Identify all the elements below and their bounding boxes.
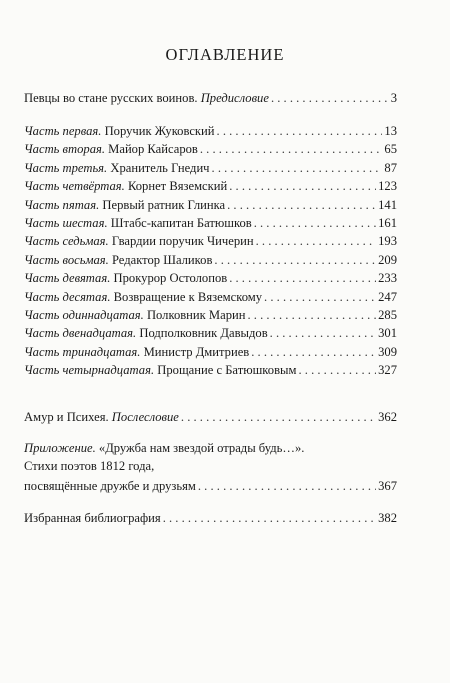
part-number: Часть одиннадцатая. <box>24 308 144 322</box>
toc-page-number: 309 <box>378 344 397 359</box>
part-title: Возвращение к Вяземскому <box>113 289 263 304</box>
toc-entry-part[interactable] <box>24 121 397 141</box>
toc-entry-part[interactable] <box>24 158 397 178</box>
toc-page-number: 193 <box>378 234 397 249</box>
part-number: Часть десятая. <box>24 289 111 304</box>
toc-entry-label <box>24 287 262 307</box>
toc-entry-label <box>24 195 225 215</box>
toc-entry-appendix[interactable] <box>24 476 397 496</box>
toc-page-number: 233 <box>378 271 397 286</box>
dot-leader <box>248 305 377 325</box>
part-title: Прокурор Остолопов <box>113 271 228 286</box>
dot-leader <box>214 250 376 270</box>
part-number: Часть девятая. <box>24 271 111 286</box>
dot-leader <box>163 508 376 528</box>
toc-page-number: 209 <box>378 252 397 267</box>
dot-leader <box>198 476 376 496</box>
toc-page-number: 327 <box>378 363 397 378</box>
toc-entry-label <box>24 231 254 251</box>
dot-leader <box>254 213 376 233</box>
part-title: Первый ратник Глинка <box>102 197 226 212</box>
part-number: Часть четвёртая. <box>24 179 125 194</box>
toc-entry-label <box>24 121 215 141</box>
toc-entry-part[interactable] <box>24 250 397 270</box>
toc-entry-bibliography[interactable] <box>24 508 397 528</box>
dot-leader <box>251 342 376 362</box>
toc-entry-label <box>24 139 198 159</box>
toc-entry-part[interactable] <box>24 231 397 251</box>
toc-page-number: 285 <box>378 308 397 322</box>
part-number: Часть седьмая. <box>24 234 109 249</box>
toc-page-number: 362 <box>378 410 397 424</box>
part-title: Полковник Марин <box>146 308 246 322</box>
part-title: Редактор Шаликов <box>111 252 213 267</box>
toc-entry-part[interactable] <box>24 305 397 325</box>
toc-entry-label <box>24 305 246 325</box>
part-title: Штабс-капитан Батюшков <box>110 216 252 230</box>
toc-page-number: 161 <box>378 216 397 230</box>
toc-entry-part[interactable] <box>24 139 397 159</box>
part-number: Часть двенадцатая. <box>24 326 137 341</box>
toc-entry-label: посвящённые дружбе и друзьям <box>24 479 196 493</box>
toc-entry-part[interactable] <box>24 195 397 215</box>
part-number: Часть первая. <box>24 124 102 138</box>
toc-entry-part[interactable] <box>24 360 397 380</box>
toc-page-number: 301 <box>378 326 397 341</box>
toc-entry-label <box>24 250 212 270</box>
part-title: Майор Кайсаров <box>108 142 198 157</box>
toc-page-number: 247 <box>378 289 397 304</box>
toc-entry-label: Амур и Психея. Послесловие <box>24 410 179 424</box>
toc-page-number: 87 <box>384 160 397 175</box>
toc-appendix-line2[interactable]: Стихи поэтов 1812 года, <box>24 459 155 473</box>
part-title: Корнет Вяземский <box>127 179 228 194</box>
dot-leader <box>217 121 383 141</box>
part-title: Гвардии поручик Чичерин <box>111 234 254 249</box>
dot-leader <box>181 407 376 427</box>
toc-page-number: 141 <box>378 197 397 212</box>
toc-entry-part[interactable] <box>24 287 397 307</box>
part-number: Часть четырнадцатая. <box>24 363 155 378</box>
toc-page-number: 367 <box>378 479 397 493</box>
part-number: Часть третья. <box>24 160 108 175</box>
toc-page-number: 65 <box>384 142 397 157</box>
toc-entry-part[interactable] <box>24 342 397 362</box>
toc-entry-label: Певцы во стане русских воинов. Предисловие <box>24 91 269 105</box>
dot-leader <box>229 176 376 196</box>
part-number: Часть восьмая. <box>24 252 109 267</box>
toc-entry-label <box>24 176 227 196</box>
dot-leader <box>200 139 383 159</box>
toc-page-number: 123 <box>378 179 397 194</box>
toc-page-number: 382 <box>378 511 397 525</box>
toc-entry-label <box>24 268 227 288</box>
toc-entry-part[interactable] <box>24 213 397 233</box>
dot-leader <box>298 360 376 380</box>
part-title: Прощание с Батюшковым <box>157 363 297 378</box>
dot-leader <box>264 287 376 307</box>
toc-entry-label <box>24 323 268 343</box>
part-title: Министр Дмитриев <box>143 344 250 359</box>
toc-page-number: 3 <box>390 91 397 105</box>
part-number: Часть пятая. <box>24 197 100 212</box>
dot-leader <box>227 195 376 215</box>
part-title: Поручик Жуковский <box>104 124 215 138</box>
part-title: Хранитель Гнедич <box>110 160 210 175</box>
part-number: Часть вторая. <box>24 142 105 157</box>
dot-leader <box>229 268 376 288</box>
toc-entry-label <box>24 158 210 178</box>
toc-entry-afterword[interactable] <box>24 407 397 427</box>
part-title: Подполковник Давыдов <box>139 326 268 341</box>
toc-entry-part[interactable] <box>24 268 397 288</box>
toc-entry-preface[interactable] <box>24 88 397 108</box>
toc-entry-part[interactable] <box>24 323 397 343</box>
dot-leader <box>256 231 377 251</box>
dot-leader <box>212 158 383 178</box>
dot-leader <box>270 323 376 343</box>
toc-entry-label <box>24 360 296 380</box>
toc-page-number: 13 <box>384 124 397 138</box>
toc-entry-label <box>24 342 249 362</box>
page-title: ОГЛАВЛЕНИЕ <box>165 45 285 64</box>
dot-leader <box>271 88 389 108</box>
toc-entry-label <box>24 213 252 233</box>
toc-entry-part[interactable] <box>24 176 397 196</box>
toc-appendix-line1[interactable]: Приложение. «Дружба нам звездой отрады будь…». <box>24 441 305 455</box>
toc-entry-label: Избранная библиография <box>24 511 161 525</box>
part-number: Часть шестая. <box>24 216 108 230</box>
part-number: Часть тринадцатая. <box>24 344 141 359</box>
